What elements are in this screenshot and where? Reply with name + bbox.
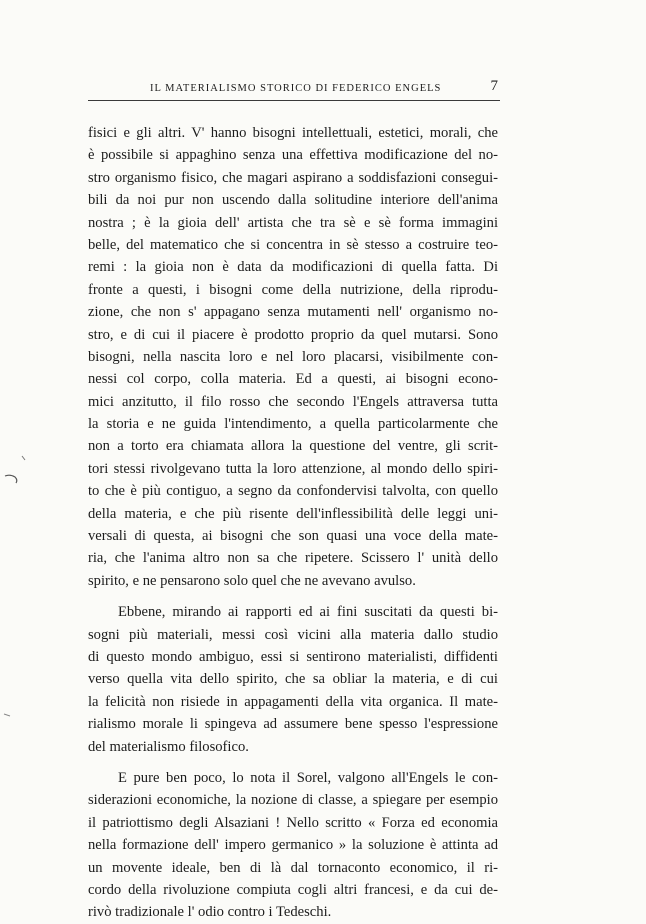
text-line: fisici e gli altri. V' hanno bisogni intellettuali, estetici, morali, che	[88, 125, 498, 141]
text-line: cordo della rivoluzione compiuta cogli altri francesi, e da cui de-	[88, 881, 498, 898]
text-line: il patriottismo degli Alsaziani ! Nello scritto « Forza ed economia	[88, 814, 498, 831]
text-line: della materia, e che più risente dell'inflessibilità delle leggi uni-	[88, 505, 498, 522]
text-line: bili da noi pur non uscendo dalla solitudine interiore dell'anima	[88, 192, 498, 209]
text-line: di questo mondo ambiguo, essi si sentirono materialisti, diffidenti	[88, 648, 498, 665]
text-line: la storia e ne guida l'intendimento, a quella particolarmente che	[88, 416, 498, 433]
text-line: mici anzitutto, il filo rosso che secondo l'Engels attraversa tutta	[88, 393, 498, 410]
paragraph	[88, 601, 498, 758]
text-line: del materialismo filosofico.	[88, 738, 249, 755]
text-line: belle, del matematico che si concentra in sè stesso a costruire teo-	[88, 236, 498, 253]
paragraph-gap	[88, 592, 498, 601]
text-line: fronte a questi, i bisogni come della nutrizione, della riprodu-	[88, 281, 498, 298]
running-header	[88, 80, 500, 98]
text-line: stro organismo fisico, che magari aspirano a soddisfazioni consegui-	[88, 169, 498, 186]
text-line: ria, che l'anima altro non sa che ripetere. Scissero l' unità dello	[88, 550, 498, 567]
margin-ink-mark	[2, 444, 28, 484]
text-line: un movente ideale, ben di là dal tornaconto economico, il ri-	[88, 859, 498, 876]
text-line: è possibile si appaghino senza una effettiva modificazione del no-	[88, 147, 498, 164]
text-line: rialismo morale li spingeva ad assumere bene spesso l'espressione	[88, 716, 498, 733]
header-rule	[88, 100, 500, 101]
text-line: rivò tradizionale l' odio contro i Tedeschi.	[88, 904, 332, 921]
page-number: 7	[490, 78, 498, 94]
text-line: E pure ben poco, lo nota il Sorel, valgono all'Engels le con-	[118, 769, 498, 786]
paragraph-gap	[88, 758, 498, 767]
text-line: non a torto era chiamata allora la questione del ventre, gli scrit-	[88, 438, 498, 455]
text-line: zione, che non s' appagano senza mutamenti nell' organismo no-	[88, 304, 498, 321]
margin-ink-mark	[2, 700, 14, 724]
text-line: spirito, e ne pensarono solo quel che ne avevano avulso.	[88, 572, 416, 589]
text-line: tori stessi rivolgevano tutta la loro attenzione, al mondo dello spiri-	[88, 460, 498, 477]
text-line: versali di questa, ai bisogni che son quasi una voce della mate-	[88, 528, 498, 545]
paragraph	[88, 122, 498, 592]
text-line: bisogni, nella nascita loro e nel loro placarsi, visibilmente con-	[88, 348, 498, 365]
text-line: sogni più materiali, messi così vicini alla materia dallo studio	[88, 626, 498, 643]
text-line: stro, e di cui il piacere è prodotto proprio da quel mutarsi. Sono	[88, 326, 498, 343]
body-text	[88, 122, 498, 924]
text-line: la felicità non risiede in appagamenti della vita organica. Il mate-	[88, 693, 498, 710]
text-line: to che è più contiguo, a segno da confondervisi talvolta, con quello	[88, 483, 498, 500]
text-line: siderazioni economiche, la nozione di classe, a spiegare per esempio	[88, 792, 498, 809]
text-line: nella formazione dell' impero germanico » la soluzione è attinta ad	[88, 837, 498, 854]
text-line: verso quella vita dello spirito, che sa obliar la materia, e di cui	[88, 671, 498, 688]
text-line: nostra ; è la gioia dell' artista che tra sè e sè forma immagini	[88, 214, 498, 231]
text-line: nessi col corpo, colla materia. Ed a questi, ai bisogni econo-	[88, 371, 498, 388]
text-line: Ebbene, mirando ai rapporti ed ai fini suscitati da questi bi-	[118, 604, 498, 621]
paragraph	[88, 767, 498, 924]
running-title: IL MATERIALISMO STORICO DI FEDERICO ENGELS	[150, 83, 442, 94]
text-line: remi : la gioia non è data da modificazioni di quella fatta. Di	[88, 259, 498, 276]
